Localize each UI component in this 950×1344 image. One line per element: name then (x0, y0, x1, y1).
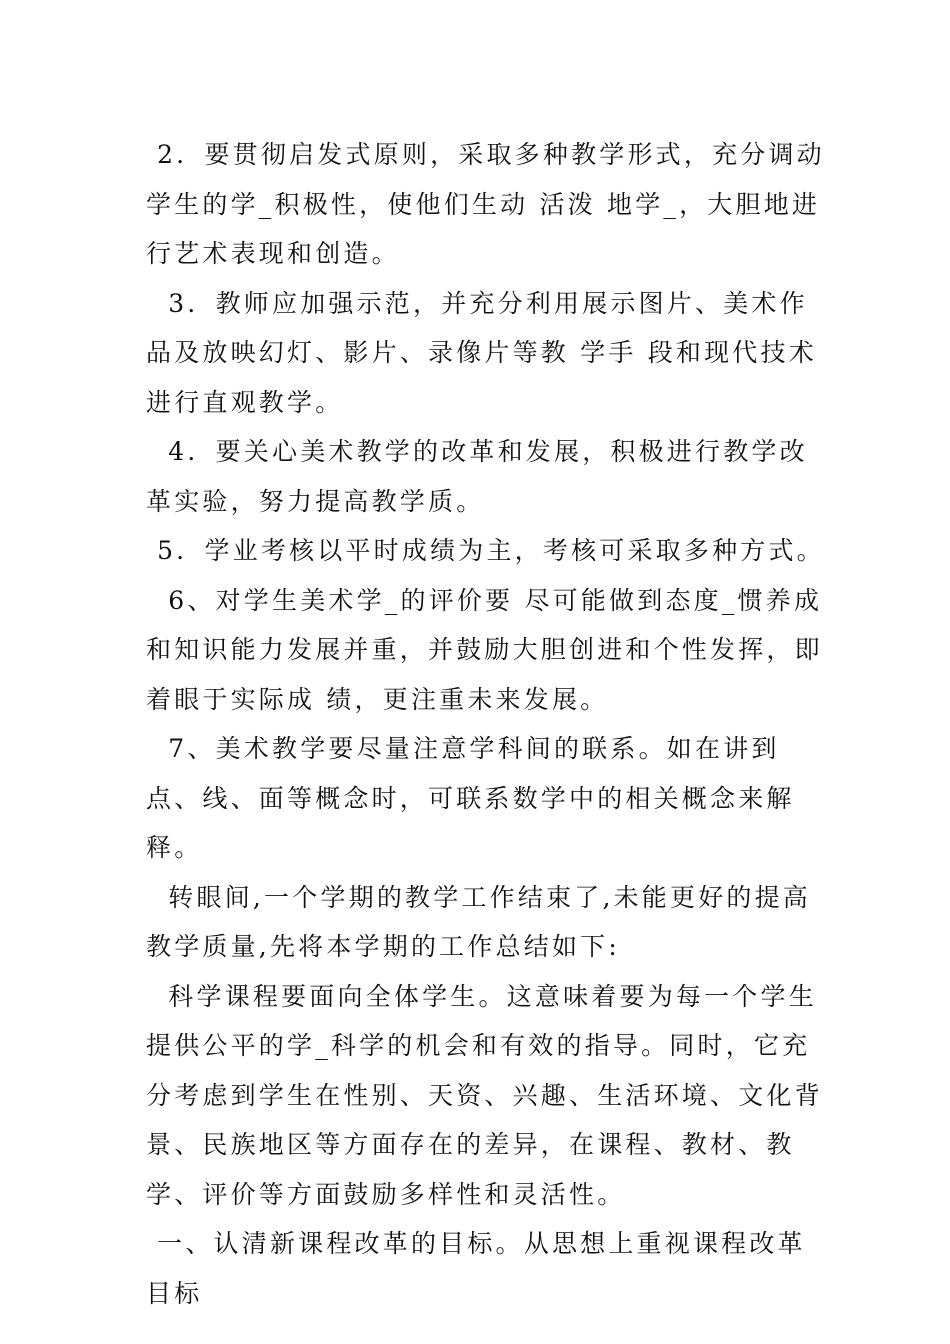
paragraph-8: 科学课程要面向全体学生。这意味着要为每一个学生提供公平的学_科学的机会和有效的指导。同时，它充分考虑到学生在性别、天资、兴趣、生活环境、文化背景、民族地区等方面存在的差异，在课程、教材、教学、评价等方面鼓励多样性和灵活性。 (146, 981, 823, 1209)
paragraph-3: 4．要关心美术教学的改革和发展，积极进行教学改革实验，努力提高教学质。 (146, 437, 808, 516)
document-body (146, 130, 826, 1318)
paragraph-9: 一、认清新课程改革的目标。从思想上重视课程改革目标 (146, 1229, 806, 1308)
paragraph-4: 5．学业考核以平时成绩为主，考核可采取多种方式。 (146, 536, 825, 565)
paragraph-2: 3．教师应加强示范，并充分利用展示图片、美术作品及放映幻灯、影片、录像片等教 学手 段和现代技术进行直观教学。 (146, 288, 817, 417)
paragraph-5: 6、对学生美术学_的评价要 尽可能做到态度_惯养成和知识能力发展并重，并鼓励大胆创进和个性发挥，即着眼于实际成 绩，更注重未来发展。 (146, 585, 823, 714)
paragraph-7: 转眼间,一个学期的教学工作结束了,未能更好的提高教学质量,先将本学期的工作总结如下: (146, 882, 811, 961)
paragraph-1: 2．要贯彻启发式原则，采取多种教学形式，充分调动学生的学_积极性，使他们生动 活泼 地学_，大胆地进行艺术表现和创造。 (146, 140, 825, 268)
paragraph-6: 7、美术教学要尽量注意学科间的联系。如在讲到点、线、面等概念时，可联系数学中的相关概念来解释。 (146, 734, 795, 862)
